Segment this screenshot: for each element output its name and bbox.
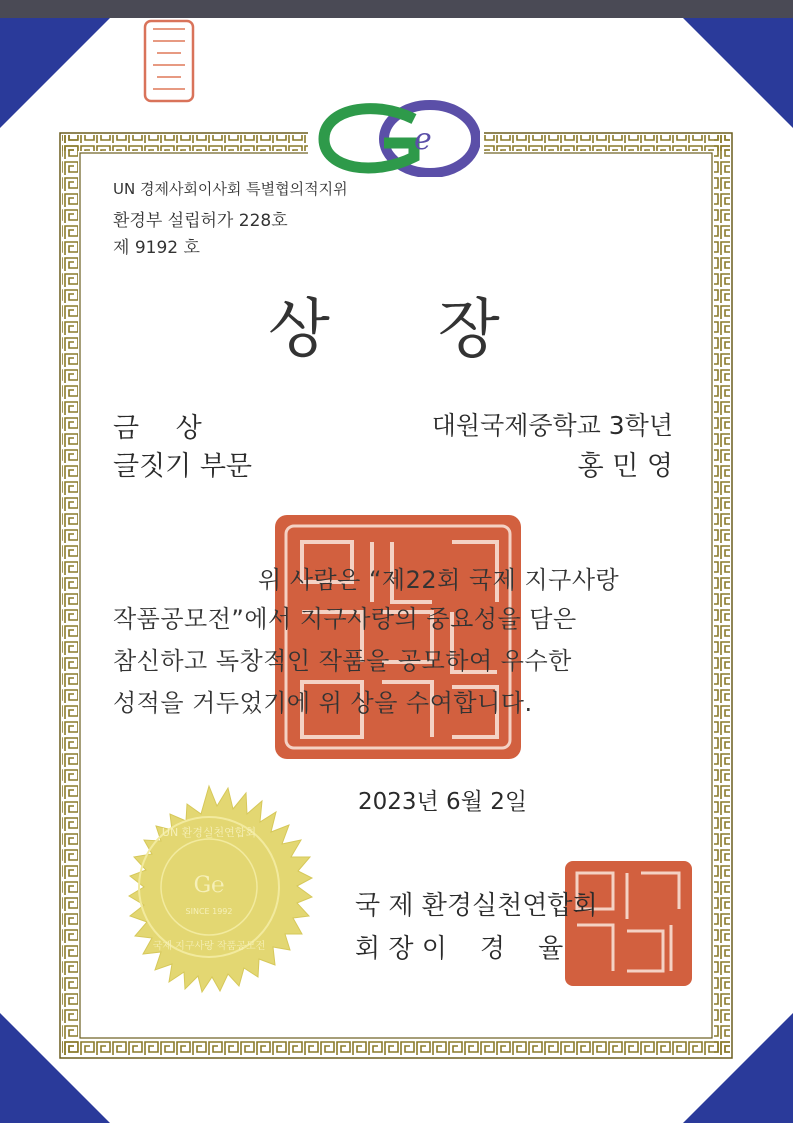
red-seal-icon xyxy=(143,19,195,103)
body-line-4: 성적을 거두었기에 위 상을 수여합니다. xyxy=(113,689,533,717)
recipient-school: 대원국제중학교 3학년 xyxy=(431,411,673,440)
award-grade: 금 상 xyxy=(113,413,202,444)
svg-text:e: e xyxy=(414,122,432,157)
logo-ge-icon xyxy=(314,99,480,177)
gold-seal-ring-text: UN 환경실천연합회 xyxy=(161,826,257,839)
body-line-1: 위 사람은 “제22회 국제 지구사랑 xyxy=(258,566,620,594)
award-category: 글짓기 부문 xyxy=(113,451,252,482)
gold-seal-since: SINCE 1992 xyxy=(185,907,233,916)
gold-starburst-seal-icon xyxy=(104,784,314,994)
body-line-3: 참신하고 독창적인 작품을 공모하여 우수한 xyxy=(113,647,572,675)
header-line-2: 환경부 설립허가 228호 xyxy=(113,211,288,231)
recipient-name: 홍 민 영 xyxy=(577,451,673,482)
red-seal-icon xyxy=(563,859,694,988)
certificate-number: 제 9192 호 xyxy=(113,238,200,258)
gold-seal-bottom-text: 국제 지구사랑 작품공모전 xyxy=(152,941,266,952)
body-line-2: 작품공모전”에서 지구사랑의 중요성을 담은 xyxy=(113,605,577,633)
issuer-organization: 국 제 환경실천연합회 xyxy=(355,891,598,921)
page-title: 상장 xyxy=(268,293,608,367)
header-line-1: UN 경제사회이사회 특별협의적지위 xyxy=(113,180,348,198)
issue-date: 2023년 6월 2일 xyxy=(358,789,528,815)
issuer-signatory: 회 장 이 경 율 xyxy=(355,934,564,964)
gold-seal-logo: G℮ xyxy=(193,873,225,898)
red-seal-icon xyxy=(272,512,524,762)
